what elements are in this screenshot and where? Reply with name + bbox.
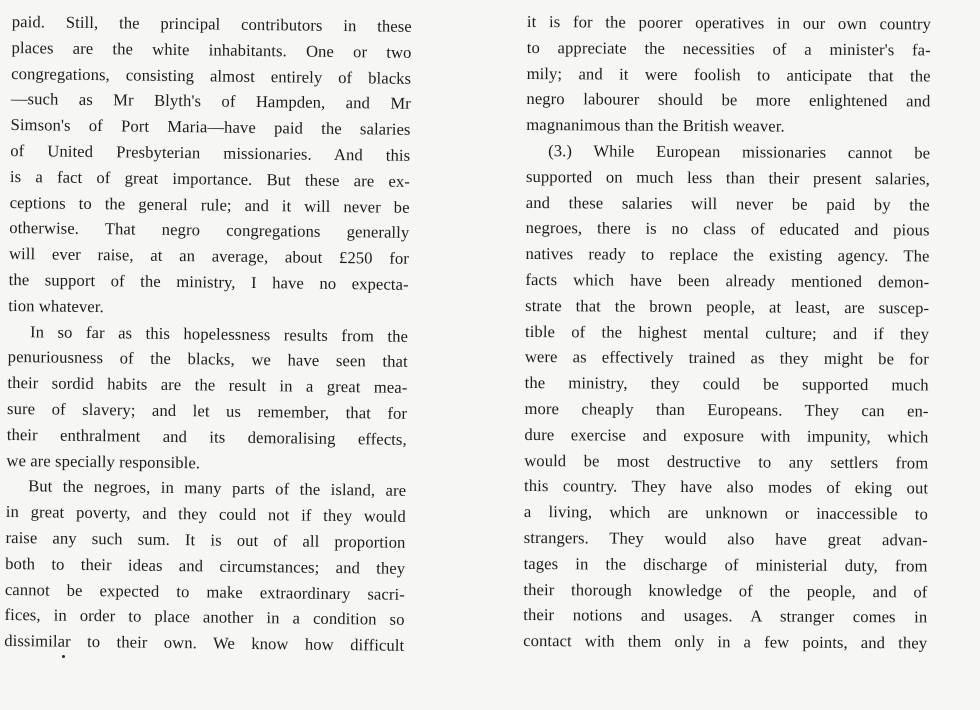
text-line: —such as Mr Blyth's of Hampden, and Mr (10, 89, 411, 114)
text-line: negroes, there is no class of educated and pious (525, 218, 930, 240)
text-line: more cheaply than Europeans. They can en- (524, 398, 929, 421)
text-line: otherwise. That negro congregations generally (9, 218, 410, 243)
paragraph-end-line: magnanimous than the British weaver. (526, 115, 785, 136)
text-line: strate that the brown people, at least, are suscep- (525, 295, 930, 318)
paragraph-start-line: In so far as this hopelessness results from the (29, 321, 409, 346)
text-line: is a fact of great importance. But these are ex- (9, 166, 411, 191)
text-line: strangers. They would also have great advan- (523, 527, 928, 550)
text-line: their enthralment and its demoralising effects, (6, 424, 407, 449)
text-line: ceptions to the general rule; and it will never be (9, 192, 410, 217)
text-line: were as effectively trained as they might be for (524, 347, 929, 369)
text-line: the support of the ministry, I have no expecta- (8, 269, 409, 294)
text-line: penuriousness of the blacks, we have seen that (7, 347, 408, 372)
text-line: this country. They have also modes of eking out (524, 476, 929, 498)
text-line: negro labourer should be more enlightened and (526, 89, 931, 111)
text-line: facts which have been already mentioned demon- (525, 269, 930, 292)
text-line: their sordid habits are the result in a great mea- (7, 373, 408, 398)
text-line: would be most destructive to any settlers from (524, 450, 929, 473)
text-line: it is for the poorer operatives in our own country (526, 11, 931, 34)
text-line: both to their ideas and circumstances; and they (5, 553, 406, 578)
text-line: a living, which are unknown or inaccessible to (523, 502, 928, 524)
text-line: fices, in order to place another in a condition so (4, 605, 405, 630)
right-column (523, 9, 931, 656)
left-column (4, 9, 412, 659)
text-line: natives ready to replace the existing agency. The (525, 244, 930, 266)
text-line: paid. Still, the principal contributors in these (11, 11, 412, 36)
text-line: tible of the highest mental culture; and if they (524, 321, 930, 344)
text-line: of United Presbyterian missionaries. And this (10, 140, 411, 165)
text-line: will ever raise, at an average, about £250 for (8, 244, 410, 269)
text-line: supported on much less than their present salaries, (525, 166, 931, 189)
text-line: their thorough knowledge of the people, and of (523, 579, 928, 601)
text-line: to appreciate the necessities of a minister's fa- (526, 37, 931, 60)
paragraph-end-line: we are specially responsible. (6, 450, 201, 472)
text-line: cannot be expected to make extraordinary sacri- (4, 579, 405, 604)
text-line: raise any such sum. It is out of all proportion (5, 527, 406, 552)
text-line: mily; and it were foolish to anticipate that the (526, 63, 931, 86)
paragraph-start-line: (3.) While European missionaries cannot be (548, 141, 931, 163)
text-line: congregations, consisting almost entirely of blacks (11, 63, 412, 88)
text-line: their notions and usages. A stranger comes in (523, 605, 928, 627)
text-line: and these salaries will never be paid by the (525, 192, 930, 215)
text-line: dissimilar to their own. We know how difficult (4, 631, 405, 655)
text-line: in great poverty, and they could not if they would (5, 502, 406, 526)
paragraph-start-line: But the negroes, in many parts of the island, are (28, 476, 407, 501)
text-line: contact with them only in a few points, and they (523, 631, 928, 653)
text-line: Simson's of Port Maria—have paid the salaries (10, 115, 411, 140)
ink-speck (62, 655, 65, 658)
text-line: tages in the discharge of ministerial duty, from (523, 553, 928, 576)
text-line: sure of slavery; and let us remember, that for (7, 398, 408, 423)
text-line: places are the white inhabitants. One or two (11, 37, 412, 62)
text-line: dure exercise and exposure with impunity, which (524, 424, 929, 447)
paragraph-end-line: tion whatever. (8, 295, 104, 316)
text-line: the ministry, they could be supported much (524, 373, 929, 395)
